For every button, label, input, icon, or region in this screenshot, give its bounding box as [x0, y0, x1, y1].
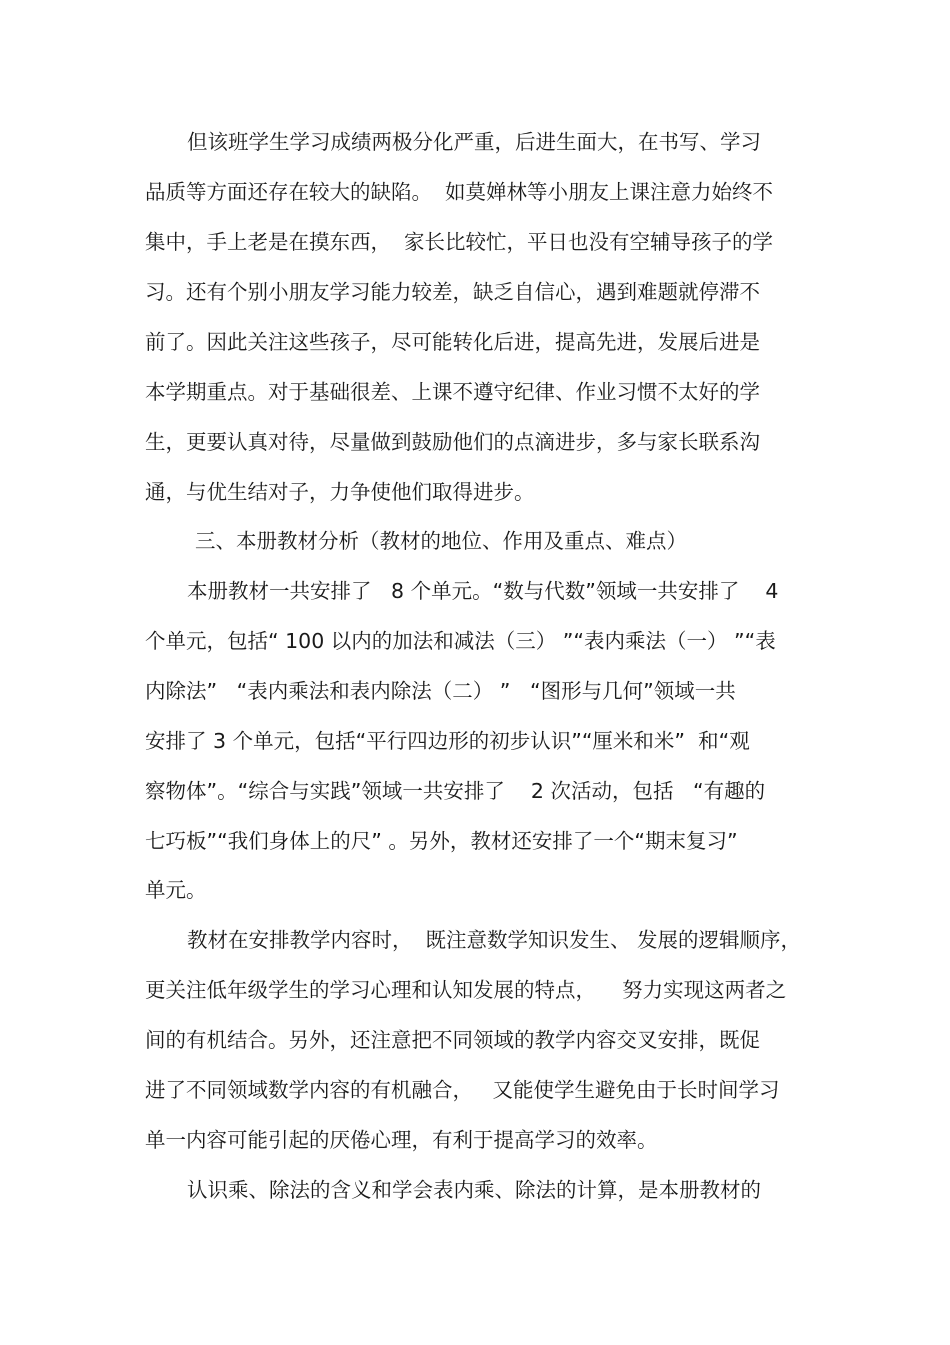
paragraph-line: 单一内容可能引起的厌倦心理，有利于提高学习的效率。 [145, 1128, 658, 1152]
paragraph-line: 前了。因此关注这些孩子，尽可能转化后进，提高先进，发展后进是 [145, 330, 760, 354]
paragraph-line: 集中，手上老是在摸东西， 家长比较忙，平日也没有空辅导孩子的学 [145, 230, 774, 254]
paragraph-line: 习。还有个别小朋友学习能力较差，缺乏自信心，遇到难题就停滞不 [145, 280, 760, 304]
paragraph-line: 但该班学生学习成绩两极分化严重，后进生面大，在书写、学习 [187, 130, 761, 154]
paragraph-line: 生，更要认真对待，尽量做到鼓励他们的点滴进步，多与家长联系沟 [145, 430, 760, 454]
paragraph-line: 本学期重点。对于基础很差、上课不遵守纪律、作业习惯不太好的学 [145, 380, 760, 404]
paragraph-line: 进了不同领域数学内容的有机融合， 又能使学生避免由于长时间学习 [145, 1078, 780, 1102]
paragraph-line: 内除法” “表内乘法和表内除法（二） ” “图形与几何”领域一共 [145, 679, 736, 703]
paragraph-line: 品质等方面还存在较大的缺陷。 如莫婵林等小朋友上课注意力始终不 [145, 180, 774, 204]
paragraph-line: 教材在安排教学内容时， 既注意数学知识发生、 发展的逻辑顺序， [187, 928, 802, 952]
paragraph-line: 安排了 3 个单元，包括“平行四边形的初步认识”“厘米和米” 和“观 [145, 729, 750, 753]
section-heading: 三、本册教材分析（教材的地位、作用及重点、难点） [195, 529, 687, 553]
paragraph-line: 更关注低年级学生的学习心理和认知发展的特点， 努力实现这两者之 [145, 978, 787, 1002]
paragraph-line: 间的有机结合。另外，还注意把不同领域的教学内容交叉安排，既促 [145, 1028, 760, 1052]
paragraph-line: 认识乘、除法的含义和学会表内乘、除法的计算，是本册教材的 [187, 1178, 761, 1202]
paragraph-line: 七巧板”“我们身体上的尺” 。另外，教材还安排了一个“期末复习” [145, 829, 738, 853]
paragraph-line: 本册教材一共安排了 8 个单元。“数与代数”领域一共安排了 4 [187, 579, 779, 603]
paragraph-line: 察物体”。“综合与实践”领域一共安排了 2 次活动，包括 “有趣的 [145, 779, 766, 803]
paragraph-line: 通，与优生结对子，力争使他们取得进步。 [145, 480, 535, 504]
paragraph-line: 个单元，包括“ 100 以内的加法和减法（三） ”“表内乘法（一） ”“表 [145, 629, 776, 653]
paragraph-line: 单元。 [145, 878, 207, 902]
